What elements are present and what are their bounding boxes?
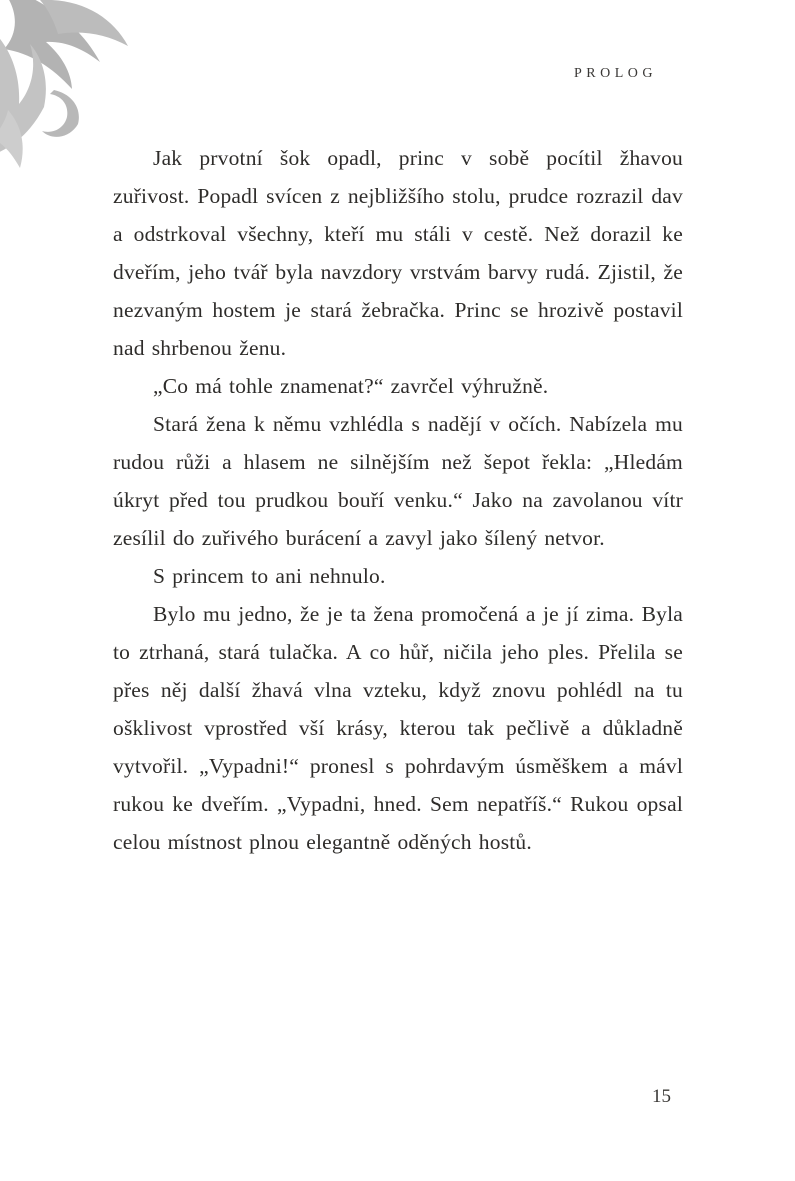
paragraph: S princem to ani nehnulo. bbox=[153, 564, 386, 588]
paragraph: Stará žena k němu vzhlédla s nadějí v očích. Nabízela mu rudou růži a hlasem ne silnějším než šepot řekla: „Hledám úkryt před tou prudkou bouří venku.“ Jako na zavolanou vítr zesílil do zuřivého burácení a zavyl jako šílený netvor. bbox=[113, 412, 683, 550]
page-number: 15 bbox=[652, 1086, 671, 1107]
paragraph: Jak prvotní šok opadl, princ v sobě pocítil žhavou zuřivost. Popadl svícen z nejbližšího stolu, prudce rozrazil dav a odstrkoval všechny, kteří mu stáli v cestě. Než dorazil ke dveřím, jeho tvář byla navzdory vrstvám barvy rudá. Zjistil, že nezvaným hostem je stará žebračka. Princ se hrozivě postavil nad shrbenou ženu. bbox=[113, 146, 683, 360]
body-text bbox=[113, 139, 683, 861]
paragraph: Bylo mu jedno, že je ta žena promočená a je jí zima. Byla to ztrhaná, stará tulačka. A co hůř, ničila jeho ples. Přelila se přes něj další žhavá vlna vzteku, když znovu pohlédl na tu ošklivost vprostřed vší krásy, kterou tak pečlivě a důkladně vytvořil. „Vypadni!“ pronesl s pohrdavým úsměškem a mávl rukou ke dveřím. „Vypadni, hned. Sem nepatříš.“ Rukou opsal celou místnost plnou elegantně oděných hostů. bbox=[113, 602, 683, 854]
running-head-prolog: PROLOG bbox=[573, 66, 657, 81]
paragraph: „Co má tohle znamenat?“ zavrčel výhružně. bbox=[153, 374, 549, 398]
